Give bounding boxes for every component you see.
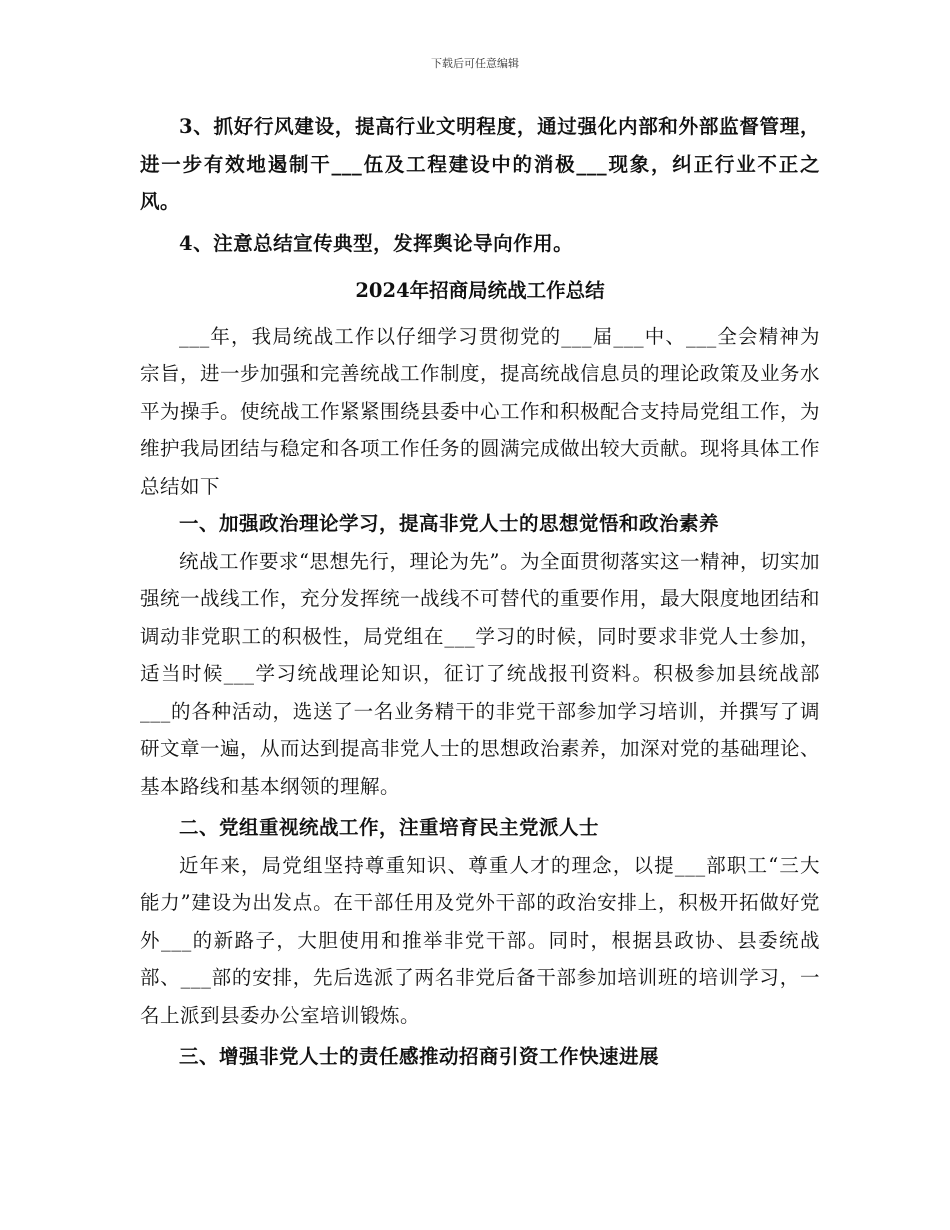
document-title: 2024年招商局统战工作总结 — [355, 279, 605, 302]
section-2-body: 近年来，局党组坚持尊重知识、尊重人才的理念，以提___部职工“三大能力”建设为出发点。在干部任用及党外干部的政治安排上，积极开拓做好党外___的新路子，大胆使用和推举非党干部。同时，根据县政协、县委统战部、___部的安排，先后选派了两名非党后备干部参加培训班的培训学习，一名上派到县委办公室培训锻炼。 — [140, 853, 820, 1027]
document-content — [140, 108, 820, 1076]
intro-paragraph: ___年，我局统战工作以仔细学习贯彻党的___届___中、___全会精神为宗旨，进一步加强和完善统战工作制度，提高统战信息员的理论政策及业务水平为操手。使统战工作紧紧围绕县委中心工作和积极配合支持局党组工作，为维护我局团结与稳定和各项工作任务的圆满完成做出较大贡献。现将具体工作总结如下 — [140, 324, 821, 498]
section-3-heading: 三、增强非党人士的责任感推动招商引资工作快速进展 — [179, 1045, 660, 1068]
section-1-heading: 一、加强政治理论学习，提高非党人士的思想觉悟和政治素养 — [179, 512, 720, 535]
list-item-4: 4、注意总结宣传典型，发挥舆论导向作用。 — [179, 231, 574, 255]
header-note: 下载后可任意编辑 — [431, 57, 519, 70]
section-2-heading: 二、党组重视统战工作，注重培育民主党派人士 — [179, 816, 600, 839]
list-item-3: 3、抓好行风建设，提高行业文明程度，通过强化内部和外部监督管理，进一步有效地遏制干___伍及工程建设中的消极___现象，纠正行业不正之风。 — [140, 115, 820, 213]
section-1-body: 统战工作要求“思想先行，理论为先”。为全面贯彻落实这一精神，切实加强统一战线工作，充分发挥统一战线不可替代的重要作用，最大限度地团结和调动非党职工的积极性，局党组在___学习的时候，同时要求非党人士参加，适当时候___学习统战理论知识，征订了统战报刊资料。积极参加县统战部___的各种活动，选送了一名业务精干的非党干部参加学习培训，并撰写了调研文章一遍，从而达到提高非党人士的思想政治素养，加深对党的基础理论、基本路线和基本纲领的理解。 — [140, 549, 821, 798]
